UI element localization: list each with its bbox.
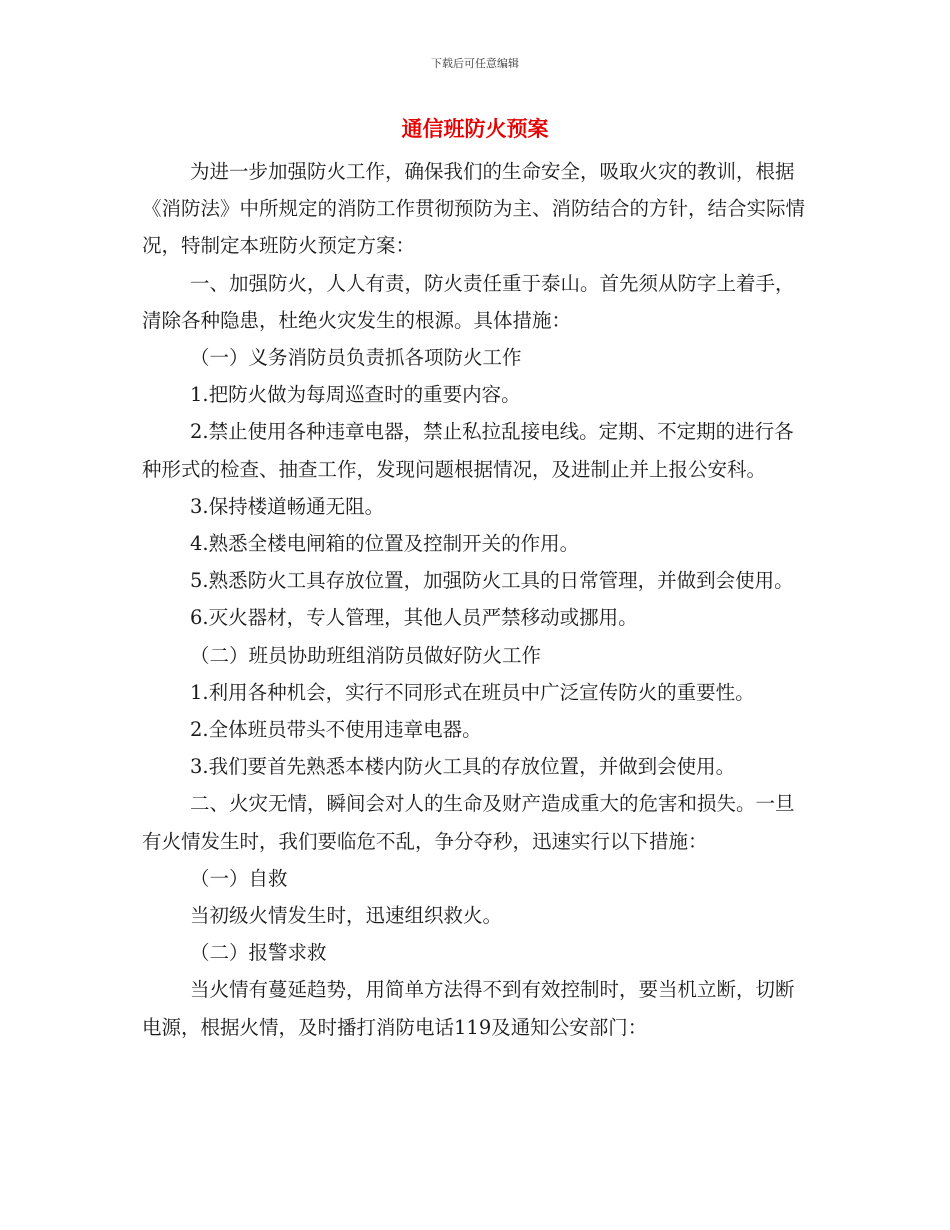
paragraph-section-1: 一、加强防火，人人有责，防火责任重于泰山。首先须从防字上着手，清除各种隐患，杜绝火灾发生的根源。具体措施： (142, 271, 795, 332)
subheading-2-2: （二）报警求救 (190, 941, 327, 965)
paragraph-section-2: 二、火灾无情，瞬间会对人的生命及财产造成重大的危害和损失。一旦有火情发生时，我们要临危不乱，争分夺秒，迅速实行以下措施： (142, 792, 795, 853)
subheading-2-1: （一）自救 (190, 866, 288, 890)
list-item: 2.禁止使用各种违章电器，禁止私拉乱接电线。定期、不定期的进行各种形式的检查、抽查工作，发现问题根据情况，及进制止并上报公安科。 (142, 420, 794, 481)
subheading-1-2: （二）班员协助班组消防员做好防火工作 (190, 643, 542, 667)
list-item: 5.熟悉防火工具存放位置，加强防火工具的日常管理，并做到会使用。 (190, 569, 794, 593)
document-body (142, 153, 812, 1046)
page-header-note: 下载后可任意编辑 (431, 57, 519, 70)
list-item: 6.灭火器材，专人管理，其他人员严禁移动或挪用。 (190, 606, 638, 630)
list-item: 2.全体班员带头不使用违章电器。 (190, 718, 482, 742)
list-item: 1.利用各种机会，实行不同形式在班员中广泛宣传防火的重要性。 (190, 680, 755, 704)
document-title: 通信班防火预案 (401, 117, 549, 141)
list-item: 3.我们要首先熟悉本楼内防火工具的存放位置，并做到会使用。 (190, 755, 736, 779)
list-item: 3.保持楼道畅通无阻。 (190, 494, 385, 518)
list-item: 4.熟悉全楼电闸箱的位置及控制开关的作用。 (190, 532, 580, 556)
subheading-1-1: （一）义务消防员负责抓各项防火工作 (190, 346, 522, 370)
paragraph: 当火情有蔓延趋势，用简单方法得不到有效控制时，要当机立断，切断电源，根据火情，及时播打消防电话119及通知公安部门： (142, 978, 795, 1039)
list-item: 1.把防火做为每周巡查时的重要内容。 (190, 383, 521, 407)
paragraph-intro: 为进一步加强防火工作，确保我们的生命安全，吸取火灾的教训，根据《消防法》中所规定的消防工作贯彻预防为主、消防结合的方针，结合实际情况，特制定本班防火预定方案： (142, 160, 806, 258)
paragraph: 当初级火情发生时，迅速组织救火。 (190, 904, 503, 928)
